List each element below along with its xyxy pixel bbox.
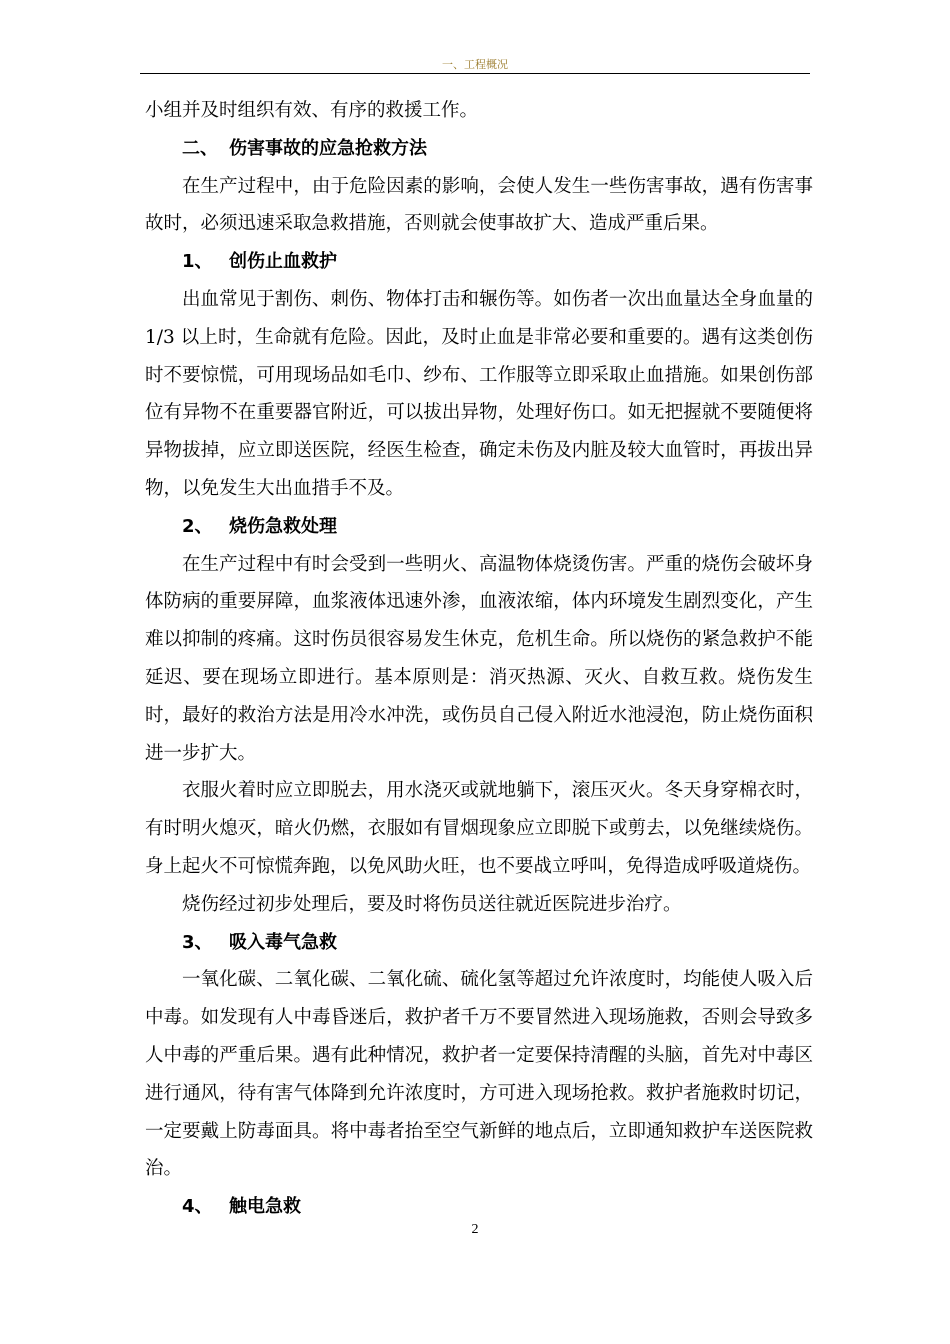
subheading-title: 触电急救 [229,1196,301,1218]
paragraph-burns-b: 衣服火着时应立即脱去，用水浇灭或就地躺下，滚压灭火。冬天身穿棉衣时，有时明火熄灭，暗火仍燃，衣服如有冒烟现象应立即脱下或剪去，以免继续烧伤。身上起火不可惊慌奔跑，以免风助火旺，也不要战立呼叫，免得造成呼吸道烧伤。 [145,780,813,877]
paragraph-intro: 在生产过程中，由于危险因素的影响，会使人发生一些伤害事故，遇有伤害事故时，必须迅速采取急救措施，否则就会使事故扩大、造成严重后果。 [145,175,813,235]
section-heading-2 [145,130,813,168]
section-number: 二、 [182,137,218,159]
header-divider [140,73,810,74]
subheading-3 [145,924,813,962]
running-header: 一、工程概况 [442,58,508,71]
subheading-title: 创伤止血救护 [229,251,337,273]
paragraph-burns-a: 在生产过程中有时会受到一些明火、高温物体烧烫伤害。严重的烧伤会破坏身体防病的重要屏障，血浆液体迅速外渗，血液浓缩，体内环境发生剧烈变化，产生难以抑制的疼痛。这时伤员很容易发生休克，危机生命。所以烧伤的紧急救护不能延迟、要在现场立即进行。基本原则是：消灭热源、灭火、自救互救。烧伤发生时，最好的救治方法是用冷水冲洗，或伤员自己侵入附近水池浸泡，防止烧伤面积进一步扩大。 [145,553,813,764]
subheading-number: 3、 [182,931,213,953]
subheading-title: 吸入毒气急救 [229,931,337,953]
subheading-title: 烧伤急救处理 [229,515,337,537]
subheading-2 [145,508,813,546]
subheading-number: 4、 [182,1196,213,1218]
subheading-number: 2、 [182,515,213,537]
subheading-1 [145,243,813,281]
paragraph-bleeding: 出血常见于割伤、刺伤、物体打击和辗伤等。如伤者一次出血量达全身血量的 1/3 以上时，生命就有危险。因此，及时止血是非常必要和重要的。遇有这类创伤时不要惊慌，可用现场品如毛巾、纱布、工作服等立即采取止血措施。如果创伤部位有异物不在重要器官附近，可以拔出异物，处理好伤口。如无把握就不要随便将异物拔掉，应立即送医院，经医生检查，确定未伤及内脏及较大血管时，再拔出异物，以免发生大出血措手不及。 [145,288,813,499]
page-number: 2 [471,1222,479,1237]
paragraph-burns-c: 烧伤经过初步处理后，要及时将伤员送往就近医院进步治疗。 [182,893,682,915]
document-body [145,92,813,1226]
paragraph-continuation: 小组并及时组织有效、有序的救援工作。 [145,100,479,121]
section-title: 伤害事故的应急抢救方法 [229,137,427,159]
subheading-number: 1、 [182,251,213,273]
paragraph-toxic-gas: 一氧化碳、二氧化碳、二氧化硫、硫化氢等超过允许浓度时，均能使人吸入后中毒。如发现有人中毒昏迷后，救护者千万不要冒然进入现场施救，否则会导致多人中毒的严重后果。遇有此种情况，救护者一定要保持清醒的头脑，首先对中毒区进行通风，待有害气体降到允许浓度时，方可进入现场抢救。救护者施救时切记，一定要戴上防毒面具。将中毒者抬至空气新鲜的地点后，立即通知救护车送医院救治。 [145,969,813,1180]
